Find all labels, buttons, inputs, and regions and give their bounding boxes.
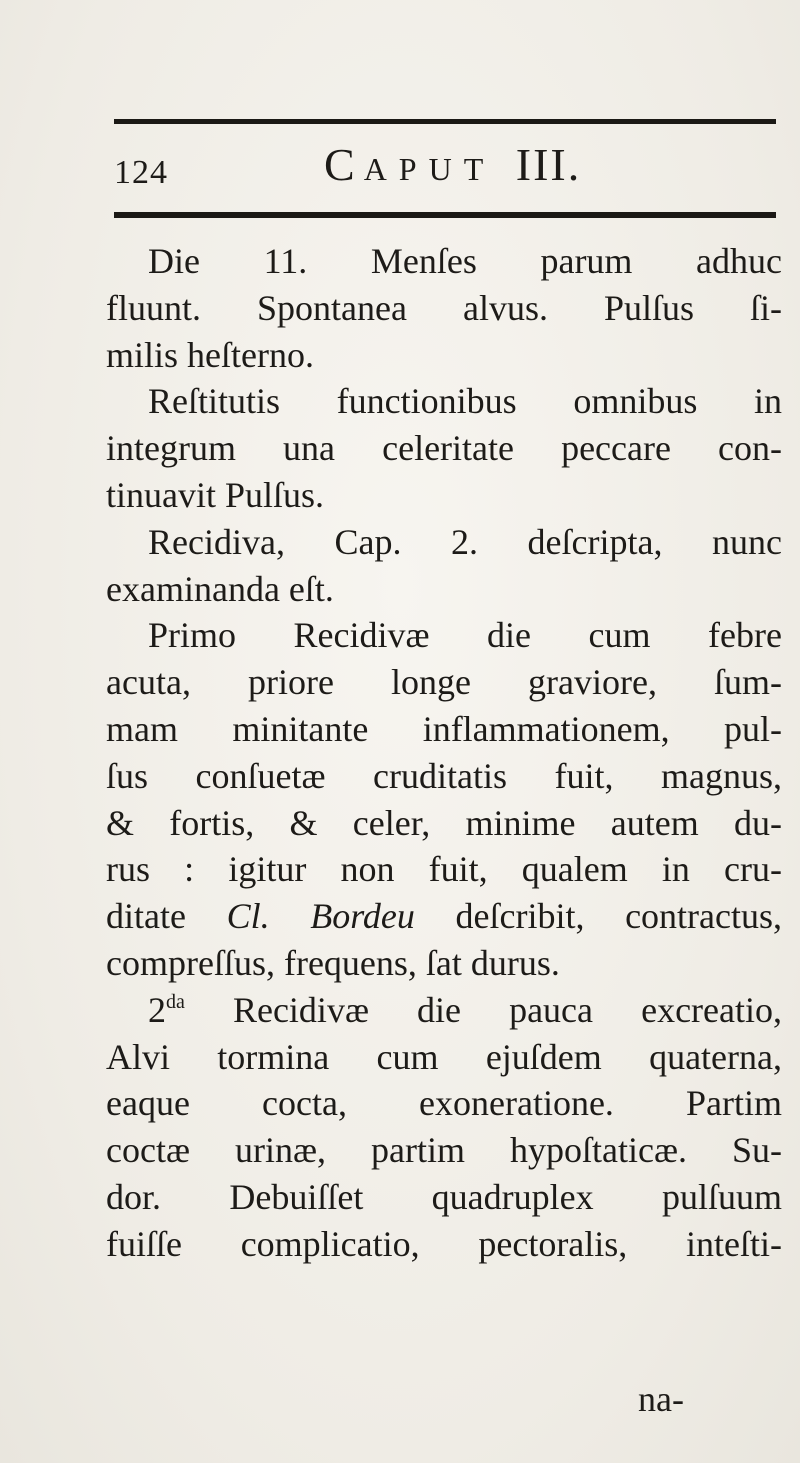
- text-fragment: Recidivæ die pauca excreatio,: [184, 989, 782, 1030]
- text-line: Primo Recidivæ die cum febre: [148, 615, 782, 656]
- catchword: na-: [638, 1379, 684, 1419]
- running-head-numeral: III.: [515, 139, 582, 190]
- text-line: Recidiva, Cap. 2. deſcripta, nunc: [148, 521, 782, 562]
- text-line: Die 11. Menſes parum adhuc: [148, 241, 782, 281]
- text-line: coctæ urinæ, partim hypoſtaticæ. Su-: [106, 1130, 782, 1171]
- text-line: rus : igitur non fuit, qualem in cru-: [106, 849, 782, 890]
- text-line: tinuavit Pulſus.: [106, 474, 325, 515]
- page-header: [114, 132, 776, 202]
- text-line: ſus conſuetæ cruditatis fuit, magnus,: [106, 755, 782, 796]
- running-head-rest: APUT: [363, 151, 496, 187]
- text-line: eaque cocta, exoneratione. Partim: [106, 1083, 782, 1124]
- running-head: [324, 138, 581, 191]
- author-name: Cl. Bordeu: [226, 896, 415, 937]
- text-line: Alvi tormina cum ejuſdem quaterna,: [106, 1036, 782, 1077]
- text-line: fuiſſe complicatio, pectoralis, inteſti-: [106, 1223, 782, 1264]
- ordinal-number: 2: [148, 989, 166, 1030]
- text-line: compreſſus, frequens, ſat durus.: [106, 942, 560, 983]
- text-line: fluunt. Spontanea alvus. Pulſus ſi-: [106, 287, 782, 328]
- text-line: mam minitante inflammationem, pul-: [106, 708, 782, 749]
- header-rule-bottom: [114, 212, 776, 218]
- text-line: examinanda eſt.: [106, 568, 334, 609]
- text-line: integrum una celeritate peccare con-: [106, 428, 782, 469]
- text-fragment: ditate: [106, 896, 227, 937]
- text-line: milis heſterno.: [106, 334, 314, 375]
- running-head-initial: C: [324, 139, 364, 190]
- text-line: [106, 987, 782, 1034]
- text-line: dor. Debuiſſet quadruplex pulſuum: [106, 1176, 782, 1217]
- header-rule-top: [114, 119, 776, 124]
- body-text: [106, 238, 782, 1268]
- text-line: Reſtitutis functionibus omnibus in: [148, 381, 782, 422]
- text-line: & fortis, & celer, minime autem du-: [106, 802, 782, 843]
- page-number: 124: [114, 154, 168, 191]
- text-line: acuta, priore longe graviore, ſum-: [106, 662, 782, 703]
- text-line: [106, 893, 782, 940]
- ordinal-suffix: da: [166, 990, 185, 1013]
- text-fragment: deſcribit, contractus,: [414, 896, 783, 937]
